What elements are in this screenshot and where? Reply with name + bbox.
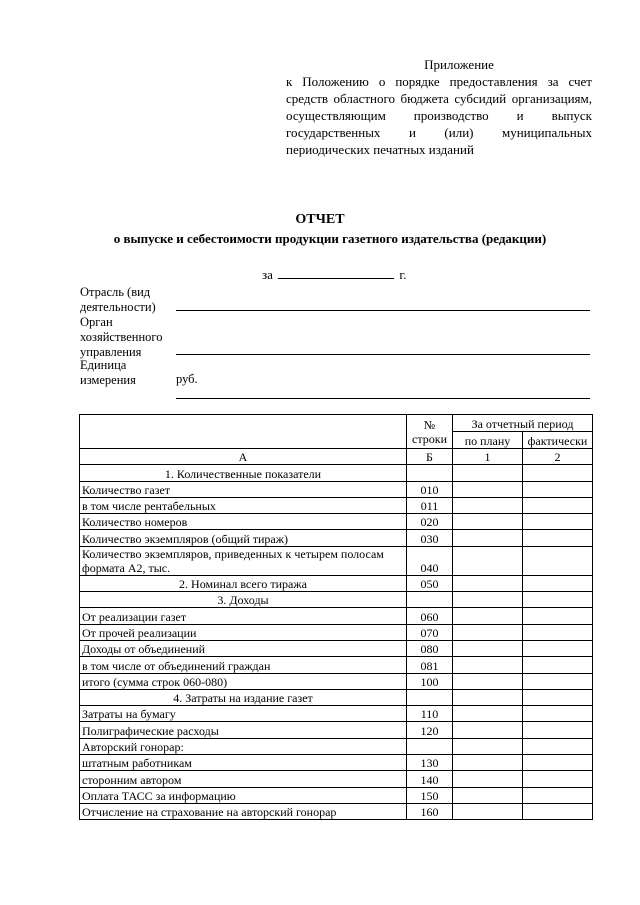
actual-value-cell[interactable] xyxy=(523,738,593,754)
plan-value-cell[interactable] xyxy=(453,706,523,722)
plan-value-cell[interactable] xyxy=(453,530,523,546)
plan-value-cell[interactable] xyxy=(453,465,523,481)
row-code: 130 xyxy=(407,755,453,771)
row-code: 081 xyxy=(407,657,453,673)
row-code: 020 xyxy=(407,514,453,530)
plan-value-cell[interactable] xyxy=(453,771,523,787)
actual-value-cell[interactable] xyxy=(523,640,593,656)
authority-label-line1: Орган xyxy=(80,315,113,329)
section-heading: 4. Затраты на издание газет xyxy=(80,689,407,705)
table-row xyxy=(80,546,593,575)
plan-value-cell[interactable] xyxy=(453,514,523,530)
period-prefix: за xyxy=(262,267,273,282)
row-code: 011 xyxy=(407,497,453,513)
row-code: 030 xyxy=(407,530,453,546)
row-code: 060 xyxy=(407,608,453,624)
actual-value-cell[interactable] xyxy=(523,803,593,819)
header-plan: по плану xyxy=(453,432,523,449)
actual-value-cell[interactable] xyxy=(523,575,593,591)
table-row xyxy=(80,530,593,546)
section-row xyxy=(80,575,593,591)
table-row xyxy=(80,803,593,819)
plan-value-cell[interactable] xyxy=(453,755,523,771)
actual-value-cell[interactable] xyxy=(523,530,593,546)
row-code: 070 xyxy=(407,624,453,640)
authority-label-line3: управления xyxy=(80,345,142,359)
row-label: в том числе рентабельных xyxy=(80,497,407,513)
actual-value-cell[interactable] xyxy=(523,592,593,608)
row-code: 100 xyxy=(407,673,453,689)
authority-label xyxy=(80,315,162,360)
plan-value-cell[interactable] xyxy=(453,640,523,656)
table-row xyxy=(80,787,593,803)
report-period xyxy=(262,266,407,283)
table-row xyxy=(80,673,593,689)
row-label: Полиграфические расходы xyxy=(80,722,407,738)
table-row xyxy=(80,624,593,640)
row-label: От реализации газет xyxy=(80,608,407,624)
row-label: Количество экземпляров, приведенных к четырем полосам формата А2, тыс. xyxy=(80,546,407,575)
row-label: Доходы от объединений xyxy=(80,640,407,656)
table-row xyxy=(80,640,593,656)
section-row xyxy=(80,592,593,608)
row-code-cell xyxy=(407,689,453,705)
appendix-text: к Положению о порядке предоставления за счет средств областного бюджета субсидий организациям, осуществляющим производство и выпуск государственных и (или) муниципальных периодических печатных изданий xyxy=(286,74,592,157)
plan-value-cell[interactable] xyxy=(453,722,523,738)
actual-value-cell[interactable] xyxy=(523,771,593,787)
unit-label-line2: измерения xyxy=(80,373,136,387)
actual-value-cell[interactable] xyxy=(523,497,593,513)
row-label: Авторский гонорар: xyxy=(80,738,407,754)
section-heading: 3. Доходы xyxy=(80,592,407,608)
section-heading: 1. Количественные показатели xyxy=(80,465,407,481)
row-label: Оплата ТАСС за информацию xyxy=(80,787,407,803)
row-label: Количество экземпляров (общий тираж) xyxy=(80,530,407,546)
authority-field-line[interactable] xyxy=(176,354,590,355)
industry-label-line2: деятельности) xyxy=(80,300,156,314)
plan-value-cell[interactable] xyxy=(453,624,523,640)
row-label: итого (сумма строк 060-080) xyxy=(80,673,407,689)
actual-value-cell[interactable] xyxy=(523,689,593,705)
table-row xyxy=(80,771,593,787)
report-title: ОТЧЕТ xyxy=(295,212,345,227)
section-row xyxy=(80,689,593,705)
section-row xyxy=(80,465,593,481)
header-period: За отчетный период xyxy=(453,415,593,432)
table-row xyxy=(80,755,593,771)
unit-label xyxy=(80,358,136,388)
row-code: 150 xyxy=(407,787,453,803)
row-label: штатным работникам xyxy=(80,755,407,771)
row-code xyxy=(407,738,453,754)
table-row xyxy=(80,481,593,497)
report-subtitle: о выпуске и себестоимости продукции газетного издательства (редакции) xyxy=(113,231,547,246)
appendix-block xyxy=(286,56,592,158)
actual-value-cell[interactable] xyxy=(523,722,593,738)
plan-value-cell[interactable] xyxy=(453,546,523,575)
header-empty-cell xyxy=(80,415,407,449)
report-table xyxy=(79,414,593,820)
table-row xyxy=(80,514,593,530)
row-code: 110 xyxy=(407,706,453,722)
industry-label-line1: Отрасль (вид xyxy=(80,285,151,299)
table-row xyxy=(80,608,593,624)
row-code-cell xyxy=(407,592,453,608)
plan-value-cell[interactable] xyxy=(453,657,523,673)
row-label: Затраты на бумагу xyxy=(80,706,407,722)
actual-value-cell[interactable] xyxy=(523,657,593,673)
row-code-cell xyxy=(407,465,453,481)
industry-field-line[interactable] xyxy=(176,310,590,311)
plan-value-cell[interactable] xyxy=(453,592,523,608)
header-col-1: 1 xyxy=(453,449,523,465)
table-row xyxy=(80,657,593,673)
row-label: сторонним автором xyxy=(80,771,407,787)
section-heading: 2. Номинал всего тиража xyxy=(80,575,407,591)
authority-label-line2: хозяйственного xyxy=(80,330,163,344)
row-label: От прочей реализации xyxy=(80,624,407,640)
row-code: 080 xyxy=(407,640,453,656)
row-code: 050 xyxy=(407,575,453,591)
row-label: Количество газет xyxy=(80,481,407,497)
actual-value-cell[interactable] xyxy=(523,787,593,803)
plan-value-cell[interactable] xyxy=(453,689,523,705)
actual-value-cell[interactable] xyxy=(523,514,593,530)
header-col-a: А xyxy=(80,449,407,465)
unit-label-line1: Единица xyxy=(80,358,127,372)
row-label: Количество номеров xyxy=(80,514,407,530)
plan-value-cell[interactable] xyxy=(453,481,523,497)
period-blank-field[interactable] xyxy=(278,266,394,279)
row-code: 040 xyxy=(407,546,453,575)
plan-value-cell[interactable] xyxy=(453,497,523,513)
plan-value-cell[interactable] xyxy=(453,575,523,591)
actual-value-cell[interactable] xyxy=(523,608,593,624)
header-row-number: № строки xyxy=(407,415,453,449)
period-suffix: г. xyxy=(399,267,407,282)
actual-value-cell[interactable] xyxy=(523,673,593,689)
plan-value-cell[interactable] xyxy=(453,787,523,803)
row-code: 120 xyxy=(407,722,453,738)
table-row xyxy=(80,706,593,722)
header-actual: фактически xyxy=(523,432,593,449)
row-code: 160 xyxy=(407,803,453,819)
row-code: 140 xyxy=(407,771,453,787)
industry-label xyxy=(80,285,156,315)
header-col-2: 2 xyxy=(523,449,593,465)
actual-value-cell[interactable] xyxy=(523,546,593,575)
plan-value-cell[interactable] xyxy=(453,673,523,689)
actual-value-cell[interactable] xyxy=(523,755,593,771)
table-row xyxy=(80,497,593,513)
row-label: в том числе от объединений граждан xyxy=(80,657,407,673)
unit-field-line xyxy=(176,398,590,399)
actual-value-cell[interactable] xyxy=(523,706,593,722)
header-col-b: Б xyxy=(407,449,453,465)
actual-value-cell[interactable] xyxy=(523,624,593,640)
row-code: 010 xyxy=(407,481,453,497)
plan-value-cell[interactable] xyxy=(453,608,523,624)
table-row xyxy=(80,738,593,754)
plan-value-cell[interactable] xyxy=(453,803,523,819)
table-row xyxy=(80,722,593,738)
row-label: Отчисление на страхование на авторский гонорар xyxy=(80,803,407,819)
appendix-title: Приложение xyxy=(424,57,494,72)
unit-value: руб. xyxy=(176,372,198,386)
actual-value-cell[interactable] xyxy=(523,465,593,481)
plan-value-cell[interactable] xyxy=(453,738,523,754)
actual-value-cell[interactable] xyxy=(523,481,593,497)
